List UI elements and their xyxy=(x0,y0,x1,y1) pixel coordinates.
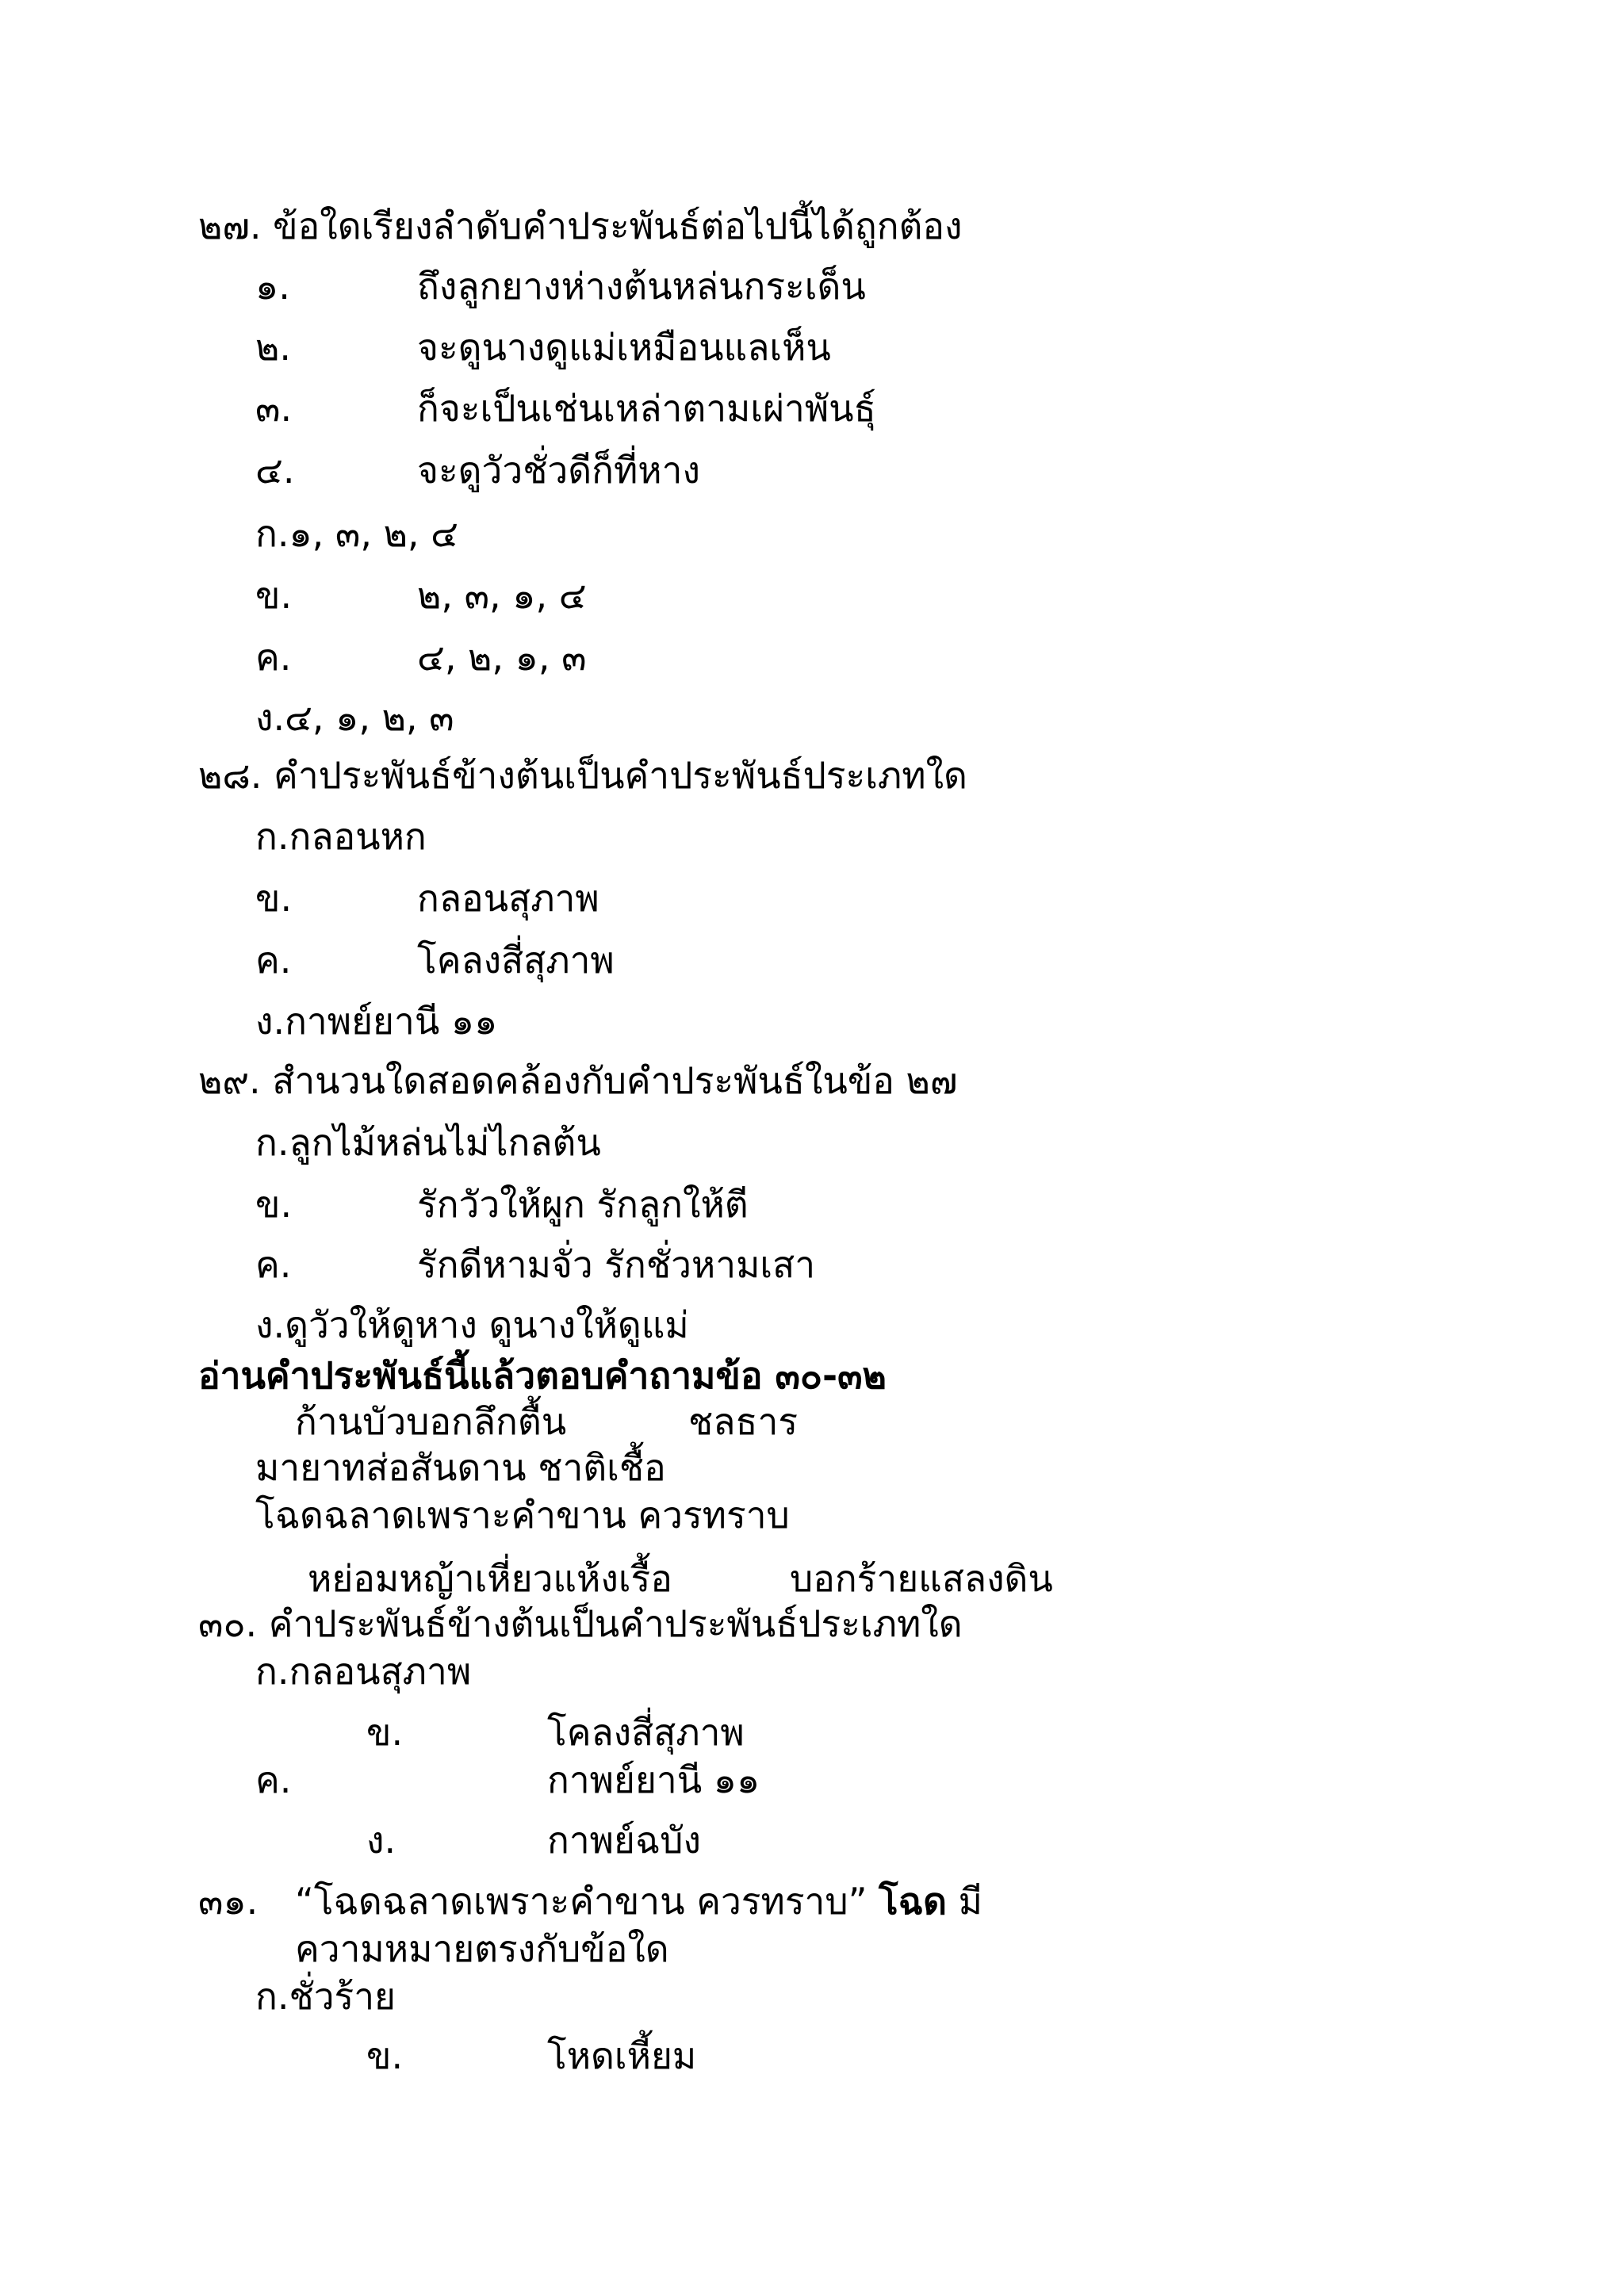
q31-option-b-text: โหดเหี้ยม xyxy=(547,2034,697,2077)
q28-option-c-text: โคลงสี่สุภาพ xyxy=(417,939,615,982)
q29-option-b-text: รักวัวให้ผูก รักลูกให้ตี xyxy=(417,1183,749,1226)
q27-line-2-number: ๒. xyxy=(255,326,291,369)
q30-option-d-text: กาพย์ฉบัง xyxy=(547,1819,701,1862)
q29-option-b-label: ข. xyxy=(255,1183,293,1226)
q27-line-1-text: ถึงลูกยางห่างต้นหล่นกระเด็น xyxy=(417,265,866,308)
q27-line-4-number: ๔. xyxy=(255,449,295,492)
q31-stem-suffix: มี xyxy=(958,1880,982,1923)
q29-stem: ๒๙. สำนวนใดสอดคล้องกับคำประพันธ์ในข้อ ๒๗ xyxy=(198,1059,958,1102)
poem-line-1-second: ชลธาร xyxy=(688,1400,799,1443)
q31-stem-keyword: โฉด xyxy=(879,1880,947,1923)
q29-option-a: ก.ลูกไม้หล่นไม่ไกลต้น xyxy=(255,1121,601,1164)
q31-number: ๓๑. xyxy=(198,1880,259,1923)
q28-option-b-label: ข. xyxy=(255,877,293,920)
q27-line-3-text: ก็จะเป็นเช่นเหล่าตามเผ่าพันธุ์ xyxy=(417,387,876,430)
q27-option-b-label: ข. xyxy=(255,574,293,617)
q30-stem: ๓๐. คำประพันธ์ข้างต้นเป็นคำประพันธ์ประเภทใด xyxy=(198,1602,963,1645)
poem-line-1-first: ก้านบัวบอกลึกตื้น xyxy=(295,1400,567,1443)
q29-option-d: ง.ดูวัวให้ดูหาง ดูนางให้ดูแม่ xyxy=(255,1303,689,1346)
poem-line-4-second: บอกร้ายแสลงดิน xyxy=(790,1557,1053,1600)
q27-option-c-label: ค. xyxy=(255,636,292,679)
q30-option-c-label: ค. xyxy=(255,1758,292,1801)
q31-stem xyxy=(295,1880,982,1923)
q28-option-c-label: ค. xyxy=(255,939,292,982)
q28-option-b-text: กลอนสุภาพ xyxy=(417,877,599,920)
q31-stem-quote: “โฉดฉลาดเพราะคำขาน ควรทราบ” xyxy=(295,1880,868,1923)
q27-option-d: ง.๔, ๑, ๒, ๓ xyxy=(255,696,454,739)
q30-option-a: ก.กลอนสุภาพ xyxy=(255,1650,472,1693)
q29-option-c-text: รักดีหามจั่ว รักชั่วหามเสา xyxy=(417,1243,816,1286)
q27-stem: ๒๗. ข้อใดเรียงลำดับคำประพันธ์ต่อไปนี้ได้ถูกต้อง xyxy=(198,205,963,247)
q27-option-c-text: ๔, ๒, ๑, ๓ xyxy=(417,636,587,679)
poem-line-3: โฉดฉลาดเพราะคำขาน ควรทราบ xyxy=(255,1494,790,1536)
q27-line-4-text: จะดูวัวชั่วดีก็ที่หาง xyxy=(417,449,700,492)
q27-line-2-text: จะดูนางดูแม่เหมือนแลเห็น xyxy=(417,326,831,369)
q30-option-c-text: กาพย์ยานี ๑๑ xyxy=(547,1758,760,1801)
q30-option-b-label: ข. xyxy=(366,1711,404,1754)
q31-option-a: ก.ชั่วร้าย xyxy=(255,1975,396,2018)
q30-option-b-text: โคลงสี่สุภาพ xyxy=(547,1711,745,1754)
q30-option-d-label: ง. xyxy=(366,1819,396,1862)
q29-option-c-label: ค. xyxy=(255,1243,292,1286)
poem-line-2: มายาทส่อสันดาน ชาติเชื้อ xyxy=(255,1446,666,1489)
reading-instruction: อ่านคำประพันธ์นี้แล้วตอบคำถามข้อ ๓๐-๓๒ xyxy=(198,1354,887,1397)
q27-line-1-number: ๑. xyxy=(255,265,290,308)
poem-line-4-first: หย่อมหญ้าเหี่ยวแห้งเรื้อ xyxy=(308,1557,672,1600)
q27-option-a: ก.๑, ๓, ๒, ๔ xyxy=(255,512,458,555)
q28-option-d: ง.กาพย์ยานี ๑๑ xyxy=(255,1000,498,1043)
q28-stem: ๒๘. คำประพันธ์ข้างต้นเป็นคำประพันธ์ประเภทใด xyxy=(198,754,967,797)
q27-option-b-text: ๒, ๓, ๑, ๔ xyxy=(417,574,587,617)
q31-stem-line-2: ความหมายตรงกับข้อใด xyxy=(295,1927,669,1970)
q27-line-3-number: ๓. xyxy=(255,387,293,430)
q28-option-a: ก.กลอนหก xyxy=(255,815,427,858)
q31-option-b-label: ข. xyxy=(366,2034,404,2077)
